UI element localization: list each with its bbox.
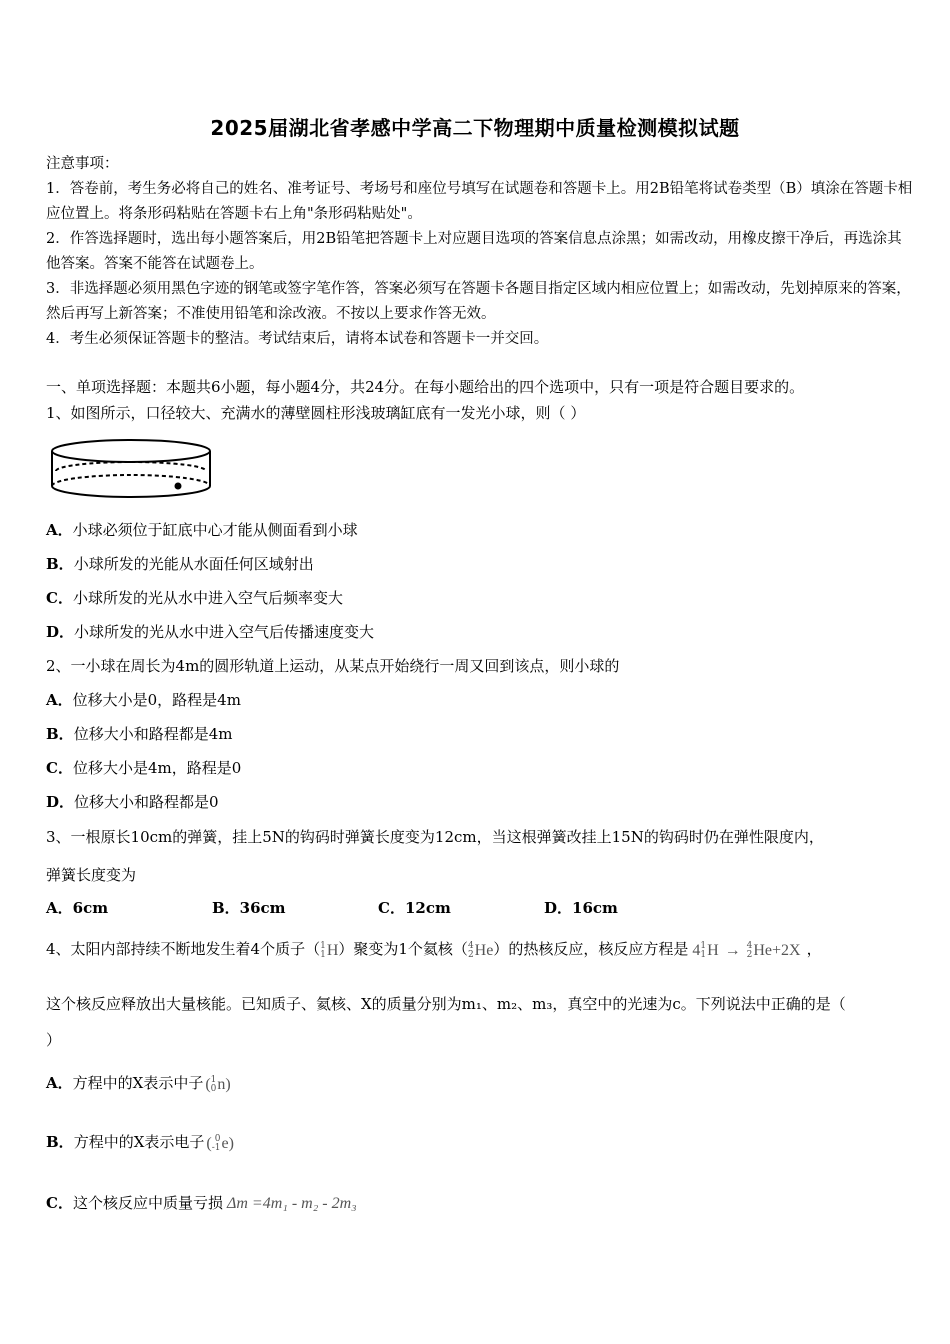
q2-option-d[interactable]: D．位移大小和路程都是0 (46, 793, 219, 811)
question-1-stem: 1、如图所示，口径较大、充满水的薄壁圆柱形浅玻璃缸底有一发光小球，则（ ） (46, 404, 586, 422)
q1-option-c[interactable]: C．小球所发的光从水中进入空气后频率变大 (46, 589, 343, 607)
note-item: 2．作答选择题时，选出每小题答案后，用2B铅笔把答题卡上对应题目选项的答案信息点涂黑；如需改动，用橡皮擦干净后，再选涂其他答案。答案不能答在试题卷上。 (46, 231, 902, 272)
neutron-symbol: ( 1 0 n) (205, 1074, 231, 1094)
question-4-stem-cont: 这个核反应释放出大量核能。已知质子、氦核、X的质量分别为m₁、m₂、m₃，真空中的光速为c。下列说法中正确的是（ (46, 995, 846, 1013)
q2-option-a[interactable]: A．位移大小是0，路程是4m (46, 691, 241, 709)
question-3-stem: 3、一根原长10cm的弹簧，挂上5N的钩码时弹簧长度变为12cm，当这根弹簧改挂上15N的钩码时仍在弹性限度内， (46, 828, 824, 846)
q4-option-a[interactable]: A．方程中的X表示中子 ( 1 0 n) (46, 1074, 231, 1094)
glass-tank-figure (48, 434, 214, 502)
q4-option-b[interactable]: B．方程中的X表示电子 ( 0 -1 e) (46, 1133, 234, 1153)
proton-symbol: 1 1 H (320, 940, 339, 960)
mass-defect-formula: Δm =4m₁ - m₂ - 2m₃ (226, 1195, 357, 1212)
q3-option-b[interactable]: B．36cm (212, 899, 286, 917)
question-3-stem-cont: 弹簧长度变为 (46, 866, 137, 884)
q1-option-d[interactable]: D．小球所发的光从水中进入空气后传播速度变大 (46, 623, 375, 641)
q2-option-c[interactable]: C．位移大小是4m，路程是0 (46, 759, 242, 777)
notes-section (46, 152, 916, 352)
q3-options (46, 897, 710, 918)
notes-heading: 注意事项： (46, 156, 119, 172)
electron-symbol: ( 0 -1 e) (206, 1133, 234, 1153)
note-item: 4．考生必须保证答题卡的整洁。考试结束后，请将本试卷和答题卡一并交回。 (46, 331, 549, 347)
note-item: 3．非选择题必须用黑色字迹的钢笔或签字笔作答，答案必须写在答题卡各题目指定区域内相应位置上；如需改动，先划掉原来的答案，然后再写上新答案；不准使用铅笔和涂改液。不按以上要求作答无效。 (46, 281, 911, 322)
question-4-stem-end: ） (46, 1031, 62, 1049)
page-title: 2025届湖北省孝感中学高二下物理期中质量检测模拟试题 (210, 116, 740, 140)
reaction-equation: 4 1 1 H → 4 2 He+2X (692, 940, 801, 960)
note-item: 1．答卷前，考生务必将自己的姓名、准考证号、考场号和座位号填写在试题卷和答题卡上。用2B铅笔将试卷类型（B）填涂在答题卡相应位置上。将条形码粘贴在答题卡右上角"条形码粘贴处"。 (46, 181, 913, 222)
q1-option-b[interactable]: B．小球所发的光能从水面任何区域射出 (46, 555, 314, 573)
q3-option-a[interactable]: A．6cm (46, 899, 109, 917)
question-2-stem: 2、一小球在周长为4m的圆形轨道上运动，从某点开始绕行一周又回到该点，则小球的 (46, 657, 620, 675)
q3-option-c[interactable]: C．12cm (378, 899, 451, 917)
section-heading: 一、单项选择题：本题共6小题，每小题4分，共24分。在每小题给出的四个选项中，只有一项是符合题目要求的。 (46, 378, 805, 396)
q3-option-d[interactable]: D．16cm (544, 899, 618, 917)
q1-option-a[interactable]: A．小球必须位于缸底中心才能从侧面看到小球 (46, 521, 358, 539)
q2-option-b[interactable]: B．位移大小和路程都是4m (46, 725, 233, 743)
question-4-stem: 4、太阳内部持续不断地发生着4个质子（ 1 1 H）聚变为1个氦核（ 4 2 He）的热核反应，核反应方程是 4 1 1 H → 4 2 He+2X ， (46, 940, 822, 960)
helium-symbol: 4 2 He (467, 940, 494, 960)
q4-option-c[interactable]: C．这个核反应中质量亏损 Δm =4m₁ - m₂ - 2m₃ (46, 1194, 357, 1212)
